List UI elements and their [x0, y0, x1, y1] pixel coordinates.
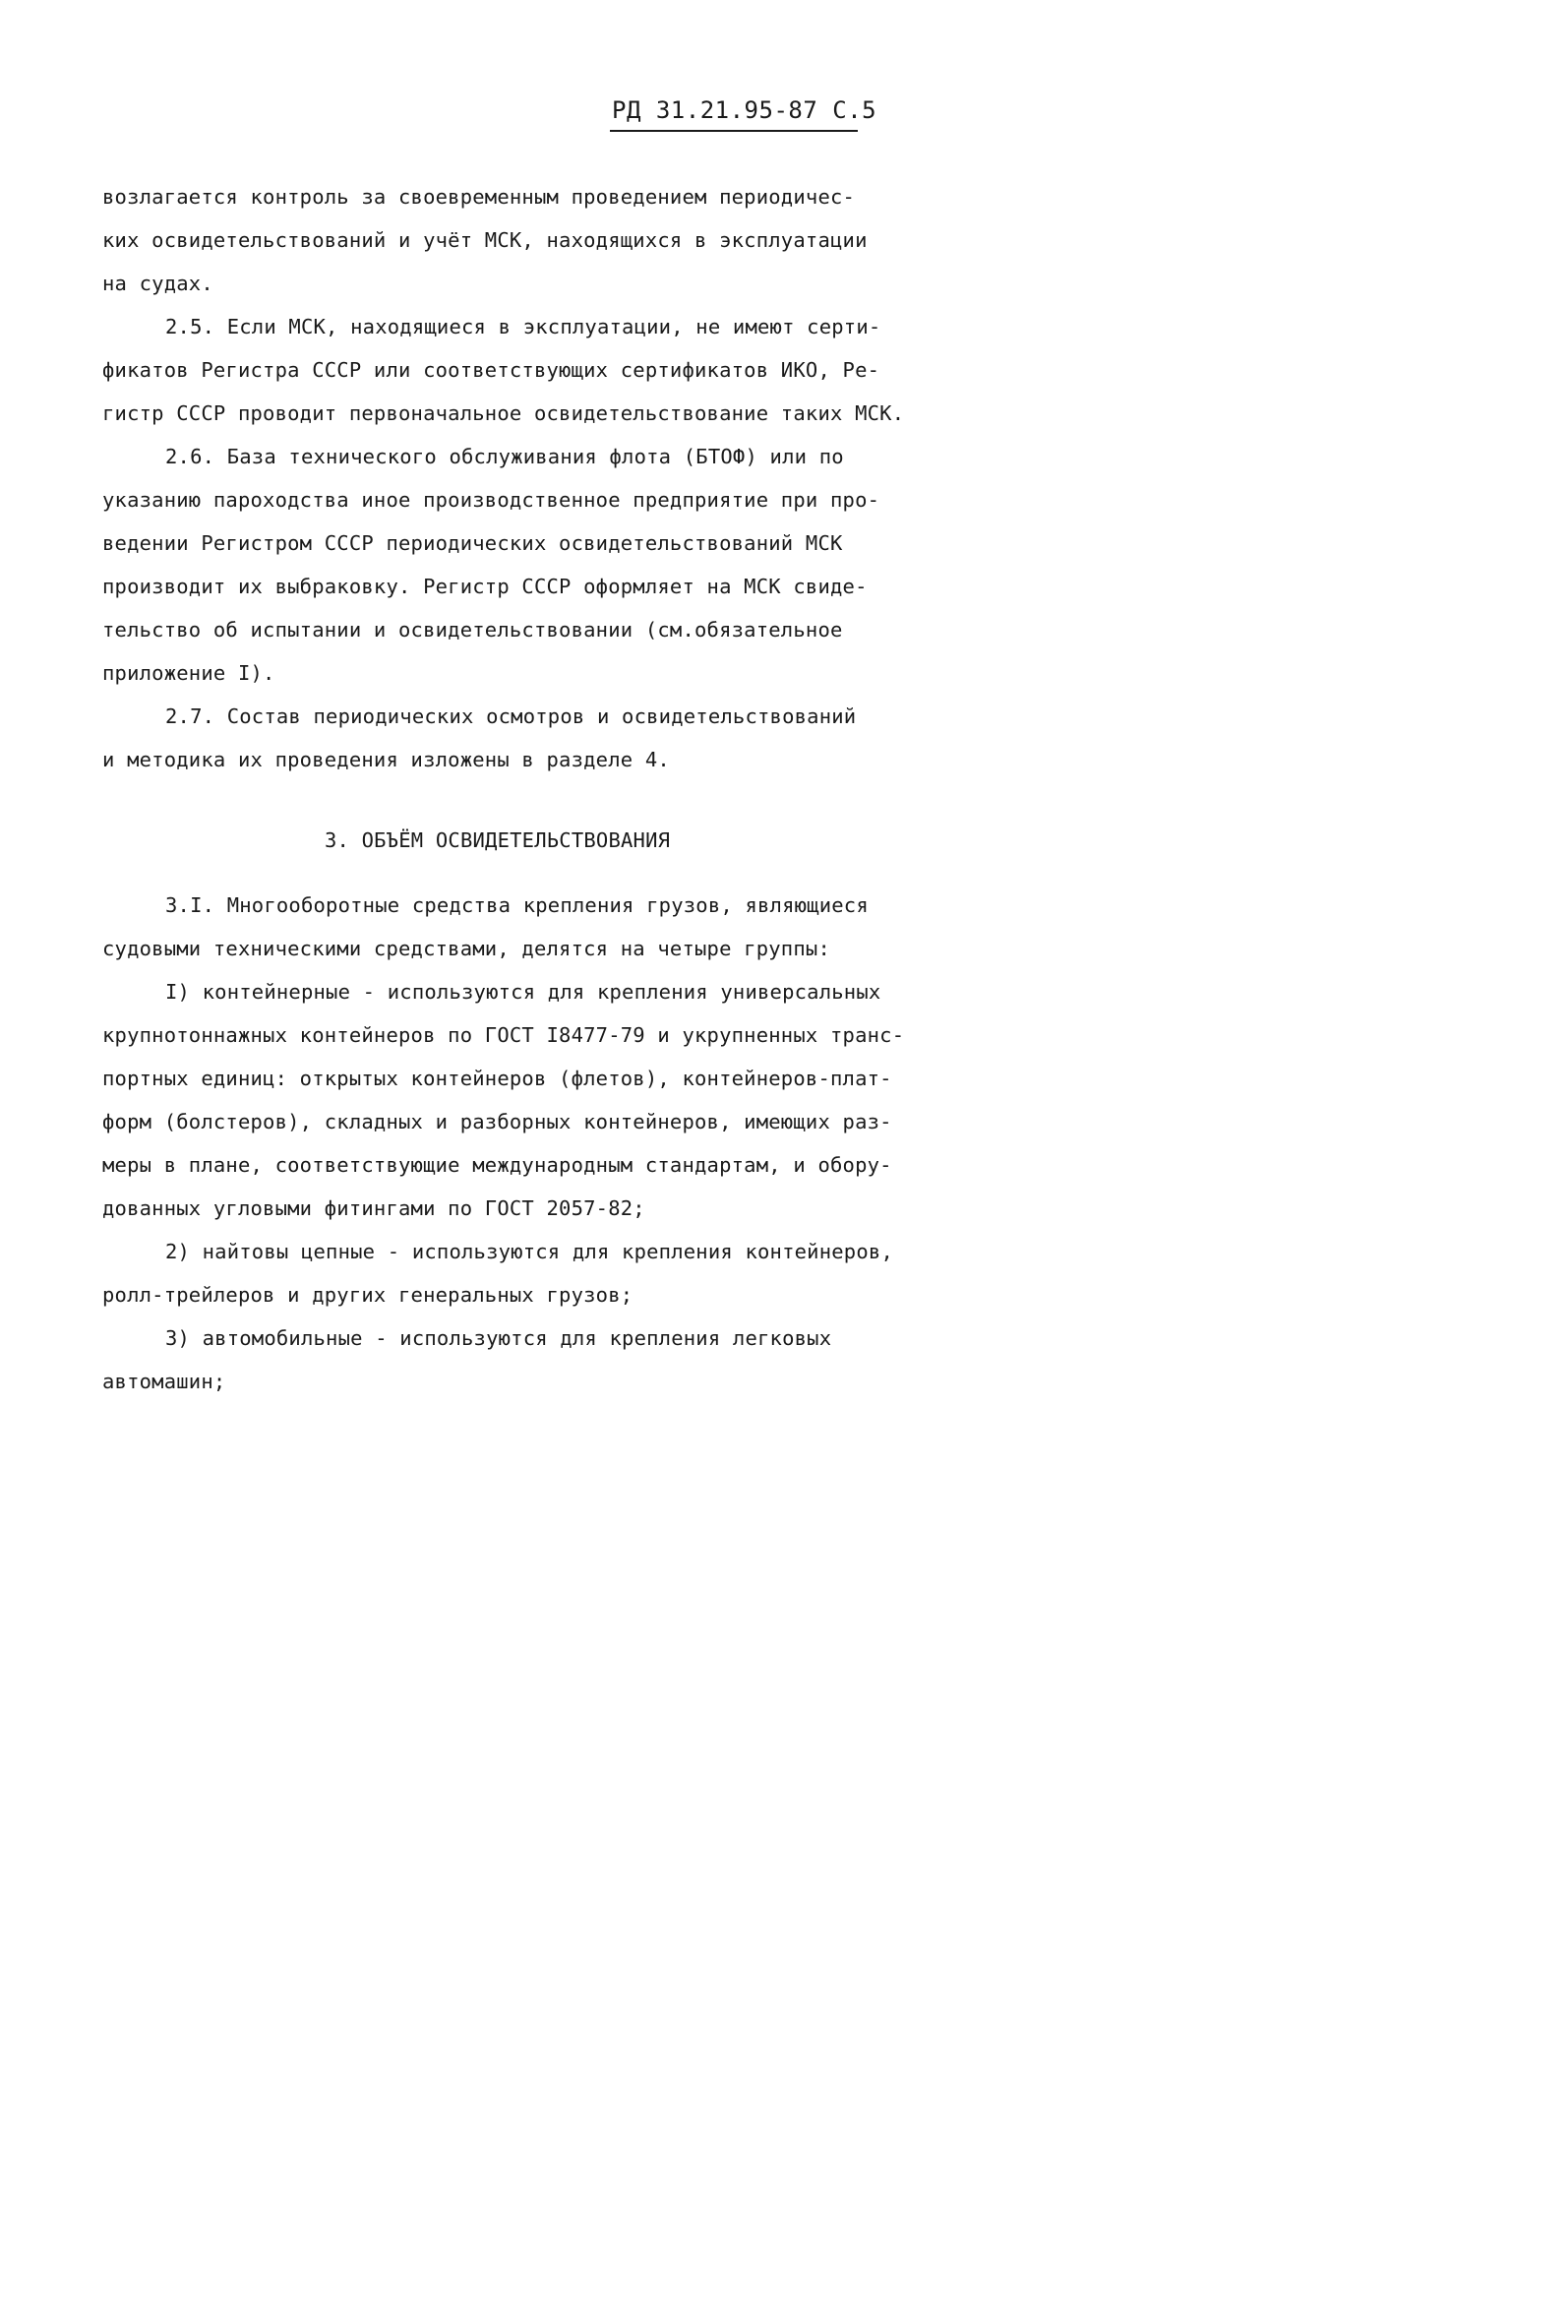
- section-title: 3. ОБЪЁМ ОСВИДЕТЕЛЬСТВОВАНИЯ: [325, 828, 671, 852]
- text-line: ких освидетельствований и учёт МСК, находящихся в эксплуатации: [102, 228, 868, 252]
- text-line: ролл-трейлеров и других генеральных грузов;: [102, 1283, 633, 1307]
- text-line-list-item-1: I) контейнерные - используются для крепления универсальных: [165, 980, 881, 1004]
- header-underline: [610, 130, 858, 132]
- text-line: фикатов Регистра СССР или соответствующих сертификатов ИКО, Ре-: [102, 358, 880, 382]
- page-header-doc-ref: РД 31.21.95-87 С.5: [612, 96, 877, 124]
- text-line-list-item-2: 2) найтовы цепные - используются для крепления контейнеров,: [165, 1240, 893, 1263]
- text-line: дованных угловыми фитингами по ГОСТ 2057-82;: [102, 1196, 645, 1220]
- text-line: автомашин;: [102, 1370, 226, 1393]
- text-line-paragraph-3-1: 3.I. Многооборотные средства крепления грузов, являющиеся: [165, 893, 869, 917]
- text-line-paragraph-2-7: 2.7. Состав периодических осмотров и освидетельствований: [165, 704, 857, 728]
- text-line: ведении Регистром СССР периодических освидетельствований МСК: [102, 531, 843, 555]
- text-line: производит их выбраковку. Регистр СССР оформляет на МСК свиде-: [102, 575, 868, 598]
- text-line: форм (болстеров), складных и разборных контейнеров, имеющих раз-: [102, 1110, 892, 1133]
- document-page: [0, 0, 1032, 1538]
- text-line-paragraph-2-5: 2.5. Если МСК, находящиеся в эксплуатации, не имеют серти-: [165, 315, 881, 338]
- text-line: гистр СССР проводит первоначальное освидетельствование таких МСК.: [102, 401, 905, 425]
- text-line: на судах.: [102, 272, 213, 295]
- text-line: приложение I).: [102, 661, 275, 685]
- text-line: указанию пароходства иное производственное предприятие при про-: [102, 488, 880, 512]
- text-line-list-item-3: 3) автомобильные - используются для крепления легковых: [165, 1326, 832, 1350]
- text-line: судовыми техническими средствами, делятся на четыре группы:: [102, 937, 830, 960]
- text-line: портных единиц: открытых контейнеров (флетов), контейнеров-плат-: [102, 1067, 892, 1090]
- text-line: тельство об испытании и освидетельствовании (см.обязательное: [102, 618, 843, 642]
- text-line: меры в плане, соответствующие международным стандартам, и обору-: [102, 1153, 892, 1177]
- text-line: и методика их проведения изложены в разделе 4.: [102, 748, 670, 771]
- text-line-paragraph-2-6: 2.6. База технического обслуживания флота (БТОФ) или по: [165, 445, 844, 468]
- text-line: возлагается контроль за своевременным проведением периодичес-: [102, 185, 856, 209]
- text-line: крупнотоннажных контейнеров по ГОСТ I8477-79 и укрупненных транс-: [102, 1023, 905, 1047]
